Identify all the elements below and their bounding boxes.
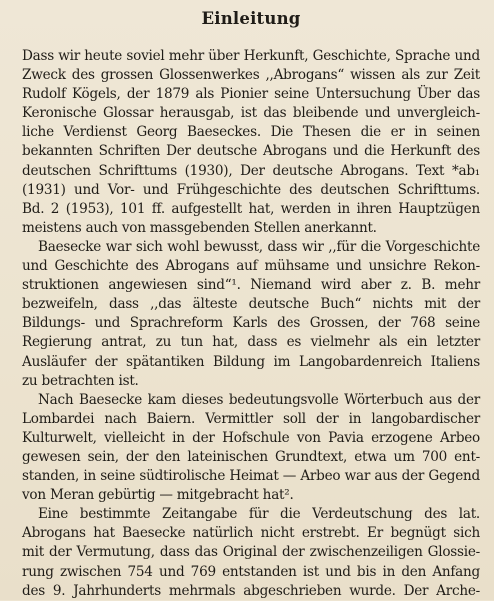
paragraph-3 bbox=[22, 391, 480, 506]
text-line: Zweck des grossen Glossenwerkes ,,Abrogans“ wissen als zur Zeit bbox=[22, 67, 480, 84]
text-line: von Meran gebürtig — mitgebracht hat². bbox=[22, 487, 294, 504]
text-line: zu betrachten ist. bbox=[22, 372, 139, 389]
text-line: Eine bestimmte Zeitangabe für die Verdeutschung des lat. bbox=[38, 506, 480, 523]
text-line: liche Verdienst Georg Baeseckes. Die Thesen die er in seinen bbox=[22, 124, 480, 141]
text-line: gewesen sein, der den lateinischen Grundtext, etwa um 700 ent- bbox=[22, 448, 480, 465]
text-line: Dass wir heute soviel mehr über Herkunft, Geschichte, Sprache und bbox=[22, 48, 480, 64]
text-line: Rudolf Kögels, der 1879 als Pionier seine Untersuchung Über das bbox=[22, 86, 480, 103]
text-line: Regierung antrat, zu tun hat, dass es vielmehr als ein letzter bbox=[22, 334, 480, 351]
text-line: Kulturwelt, vielleicht in der Hofschule von Pavia erzogene Arbeo bbox=[22, 429, 480, 446]
text-line: bezweifeln, dass ,,das älteste deutsche Buch“ nichts mit der bbox=[22, 296, 480, 313]
text-line: mit der Vermutung, dass das Original der zwischenzeiligen Glossie- bbox=[22, 544, 480, 561]
text-line: deutschen Schrifttums (1930), Der deutsche Abrogans. Text *ab₁ bbox=[22, 162, 480, 179]
text-line: (1931) und Vor- und Frühgeschichte des deutschen Schrifttums. bbox=[22, 181, 480, 198]
text-line: Ausläufer der spätantiken Bildung im Langobardenreich Italiens bbox=[22, 353, 480, 370]
text-line: Lombardei nach Baiern. Vermittler soll der in langobardischer bbox=[22, 410, 480, 427]
text-line: meistens auch von massgebenden Stellen anerkannt. bbox=[22, 219, 377, 236]
text-line: struktionen angewiesen sind“¹. Niemand wird aber z. B. mehr bbox=[22, 277, 480, 294]
text-line: Abrogans hat Baesecke natürlich nicht erstrebt. Er begnügt sich bbox=[22, 525, 480, 542]
text-line: rung zwischen 754 und 769 entstanden ist und bis in den Anfang bbox=[22, 563, 480, 580]
paragraph-2 bbox=[22, 238, 480, 391]
chapter-heading: Einleitung bbox=[201, 9, 301, 28]
paragraph-1 bbox=[22, 47, 480, 238]
text-line: Bd. 2 (1953), 101 ff. aufgestellt hat, werden in ihren Hauptzügen bbox=[22, 200, 480, 217]
text-line: bekannten Schriften Der deutsche Abrogans und die Herkunft des bbox=[22, 143, 480, 160]
text-line: und Geschichte des Abrogans auf mühsame und unsichre Rekon- bbox=[22, 258, 480, 275]
text-line: Nach Baesecke kam dieses bedeutungsvolle Wörterbuch aus der bbox=[38, 391, 480, 408]
paragraph-4 bbox=[22, 505, 480, 600]
text-line: Keronische Glossar herausgab, ist das bleibende und unvergleich- bbox=[22, 105, 480, 122]
text-line: des 9. Jahrhunderts mehrmals abgeschrieben wurde. Der Arche- bbox=[22, 582, 480, 599]
text-line: Baesecke war sich wohl bewusst, dass wir ,,für die Vorgeschichte bbox=[38, 238, 480, 255]
text-line: Bildungs- und Sprachreform Karls des Grossen, der 768 seine bbox=[22, 315, 480, 332]
text-line: standen, in seine südtirolische Heimat — Arbeo war aus der Gegend bbox=[22, 468, 480, 485]
